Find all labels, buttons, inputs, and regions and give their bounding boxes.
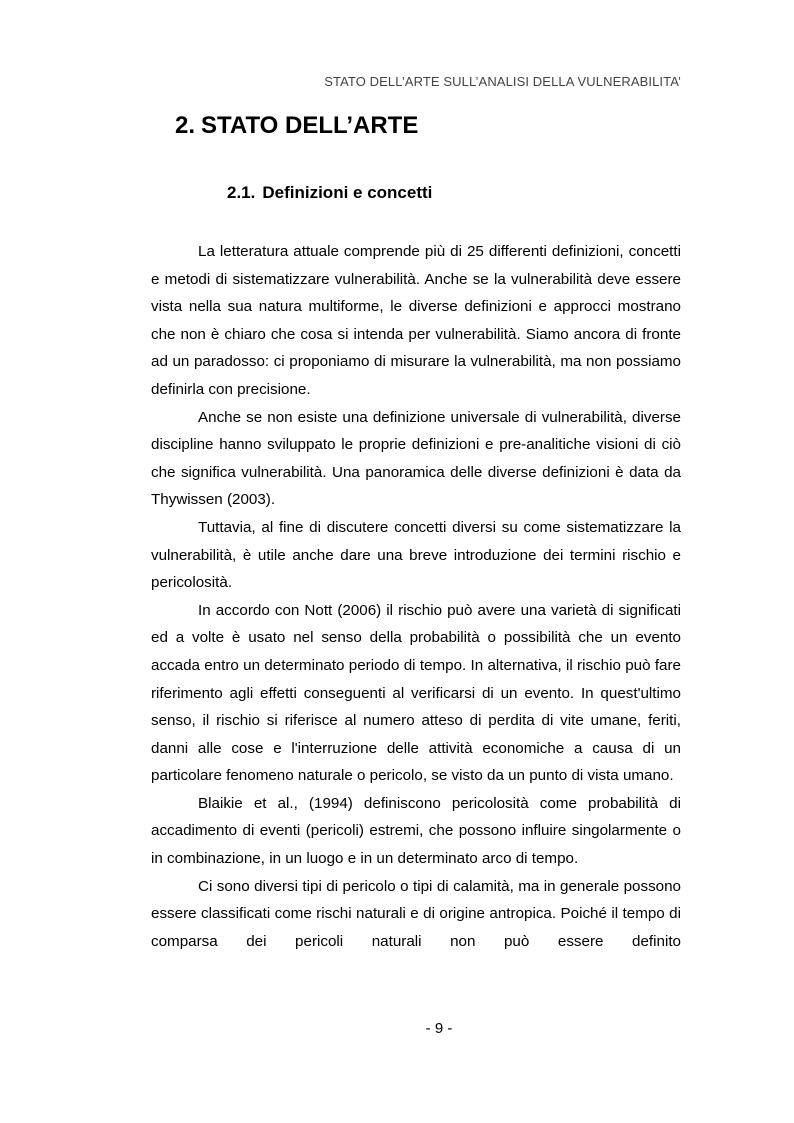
body-text xyxy=(151,238,681,955)
running-header: STATO DELL’ARTE SULL’ANALISI DELLA VULNERABILITA’ xyxy=(324,74,681,89)
paragraph-2: Anche se non esiste una definizione universale di vulnerabilità, diverse discipline hanno sviluppato le proprie definizioni e pre-analitiche visioni di ciò che significa vulnerabilità. Una panoramica delle diverse definizioni è data da Thywissen (2003). xyxy=(151,408,681,509)
chapter-number: 2. xyxy=(175,112,196,139)
paragraph-5: Blaikie et al., (1994) definiscono pericolosità come probabilità di accadimento di eventi (pericoli) estremi, che possono influire singolarmente o in combinazione, in un luogo e in un determinato arco di tempo. xyxy=(151,794,681,868)
section-title: Definizioni e concetti xyxy=(262,183,433,202)
chapter-title: STATO DELL’ARTE xyxy=(201,112,419,139)
paragraph-3: Tuttavia, al fine di discutere concetti diversi su come sistematizzare la vulnerabilità, è utile anche dare una breve introduzione dei termini rischio e pericolosità. xyxy=(151,518,681,592)
paragraph-6: Ci sono diversi tipi di pericolo o tipi di calamità, ma in generale possono essere classificati come rischi naturali e di origine antropica. Poiché il tempo di comparsa dei pericoli naturali non può essere definito xyxy=(151,877,681,950)
paragraph-4: In accordo con Nott (2006) il rischio può avere una varietà di significati ed a volte è usato nel senso della probabilità o possibilità che un evento accada entro un determinato periodo di tempo. In alternativa, il rischio può fare riferimento agli effetti conseguenti al verificarsi di un evento. In quest'ultimo senso, il rischio si riferisce al numero atteso di perdita di vite umane, feriti, danni alle cose e l'interruzione delle attività economiche a causa di un particolare fenomeno naturale o pericolo, se visto da un punto di vista umano. xyxy=(151,601,681,785)
section-number: 2.1. xyxy=(227,183,256,202)
chapter-heading xyxy=(175,112,418,140)
page-number: - 9 - xyxy=(425,1020,453,1037)
paragraph-1: La letteratura attuale comprende più di 25 differenti definizioni, concetti e metodi di sistematizzare vulnerabilità. Anche se la vulnerabilità deve essere vista nella sua natura multiforme, le diverse definizioni e approcci mostrano che non è chiaro che cosa si intenda per vulnerabilità. Siamo ancora di fronte ad un paradosso: ci proponiamo di misurare la vulnerabilità, ma non possiamo definirla con precisione. xyxy=(151,243,681,398)
section-heading xyxy=(227,183,432,203)
